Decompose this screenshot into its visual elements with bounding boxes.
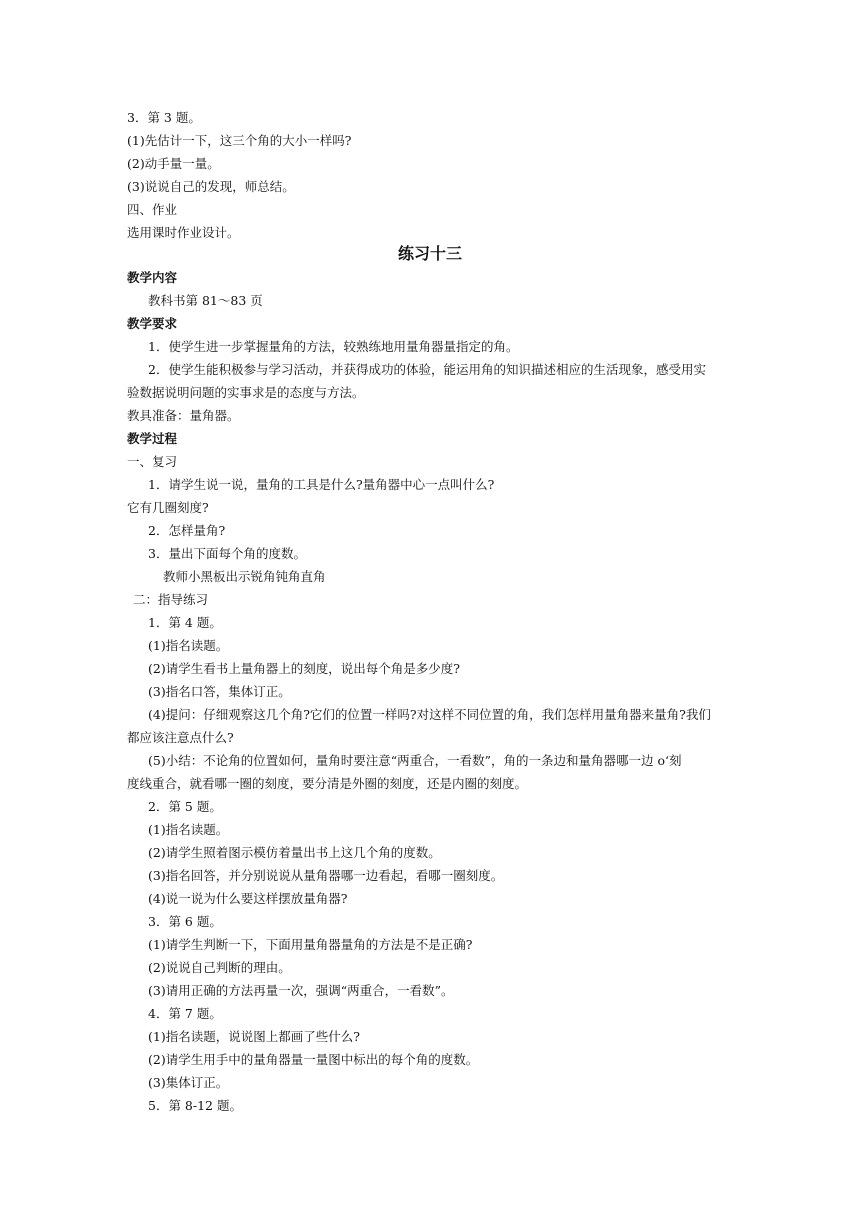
content-heading: 教学内容: [127, 270, 178, 285]
review-1-line-1: 1．请学生说一说，量角的工具是什么?量角器中心一点叫什么?: [148, 477, 495, 492]
content-text: 教科书第 81～83 页: [148, 293, 263, 308]
homework-text: 选用课时作业设计。: [127, 225, 240, 240]
exercise-6-step-1: (1)请学生判断一下，下面用量角器量角的方法是不是正确?: [148, 937, 473, 952]
exercise-5: 2．第 5 题。: [148, 799, 222, 814]
requirement-2-line-1: 2．使学生能积极参与学习活动，并获得成功的体验，能运用角的知识描述相应的生活现象，感受用实: [148, 362, 706, 377]
sub-item-2: (2)动手量一量。: [127, 156, 220, 171]
requirements-heading: 教学要求: [127, 316, 178, 331]
exercise-7: 4．第 7 题。: [148, 1006, 222, 1021]
requirement-1: 1．使学生进一步掌握量角的方法，较熟练地用量角器量指定的角。: [148, 339, 519, 354]
review-1-line-2: 它有几圈刻度?: [127, 500, 209, 515]
exercise-7-step-1: (1)指名读题，说说图上都画了些什么?: [148, 1029, 360, 1044]
sub-item-1: (1)先估计一下，这三个角的大小一样吗?: [127, 133, 352, 148]
process-heading: 教学过程: [127, 431, 178, 446]
exercise-4-step-1: (1)指名读题。: [148, 638, 229, 653]
practice-heading: 二：指导练习: [133, 592, 209, 607]
exercise-4-step-4-line-1: (4)提问：仔细观察这几个角?它们的位置一样吗?对这样不同位置的角，我们怎样用量角器来量角?我们: [148, 707, 711, 722]
exercise-5-step-2: (2)请学生照着图示模仿着量出书上这几个角的度数。: [148, 845, 441, 860]
exercise-7-step-3: (3)集体订正。: [148, 1075, 229, 1090]
exercise-6-step-3: (3)请用正确的方法再量一次，强调“两重合，一看数”。: [148, 983, 454, 998]
exercise-7-step-2: (2)请学生用手中的量角器量一量图中标出的每个角的度数。: [148, 1052, 479, 1067]
section-3-item: 3．第 3 题。: [127, 110, 201, 125]
exercise-5-step-4: (4)说一说为什么要这样摆放量角器?: [148, 891, 348, 906]
exercise-5-step-3: (3)指名回答，并分别说说从量角器哪一边看起，看哪一圈刻度。: [148, 868, 504, 883]
exercise-5-step-1: (1)指名读题。: [148, 822, 229, 837]
exercise-4-step-3: (3)指名口答，集体订正。: [148, 684, 291, 699]
exercise-6: 3．第 6 题。: [148, 914, 222, 929]
review-heading: 一、复习: [127, 454, 178, 469]
exercise-4-step-4-line-2: 都应该注意点什么?: [127, 730, 234, 745]
exercise-6-step-2: (2)说说自己判断的理由。: [148, 960, 291, 975]
exercise-4-step-5-line-1: (5)小结：不论角的位置如何，量角时要注意“两重合，一看数”，角的一条边和量角器哪一边 o‘刻: [148, 753, 682, 768]
exercise-4: 1．第 4 题。: [148, 615, 222, 630]
exercise-4-step-2: (2)请学生看书上量角器上的刻度，说出每个角是多少度?: [148, 661, 460, 676]
review-2: 2．怎样量角?: [148, 523, 226, 538]
requirement-2-line-2: 验数据说明问题的实事求是的态度与方法。: [127, 385, 365, 400]
sub-item-3: (3)说说自己的发现，师总结。: [127, 179, 295, 194]
homework-heading: 四、作业: [127, 202, 178, 217]
review-3-note: 教师小黑板出示锐角钝角直角: [163, 569, 326, 584]
tools-text: 教具准备：量角器。: [127, 408, 240, 423]
page-title: 练习十三: [397, 244, 462, 263]
exercise-4-step-5-line-2: 度线重合，就看哪一圈的刻度，要分清是外圈的刻度，还是内圈的刻度。: [127, 776, 528, 791]
review-3: 3．量出下面每个角的度数。: [148, 546, 306, 561]
exercise-8-12: 5．第 8-12 题。: [148, 1098, 242, 1113]
